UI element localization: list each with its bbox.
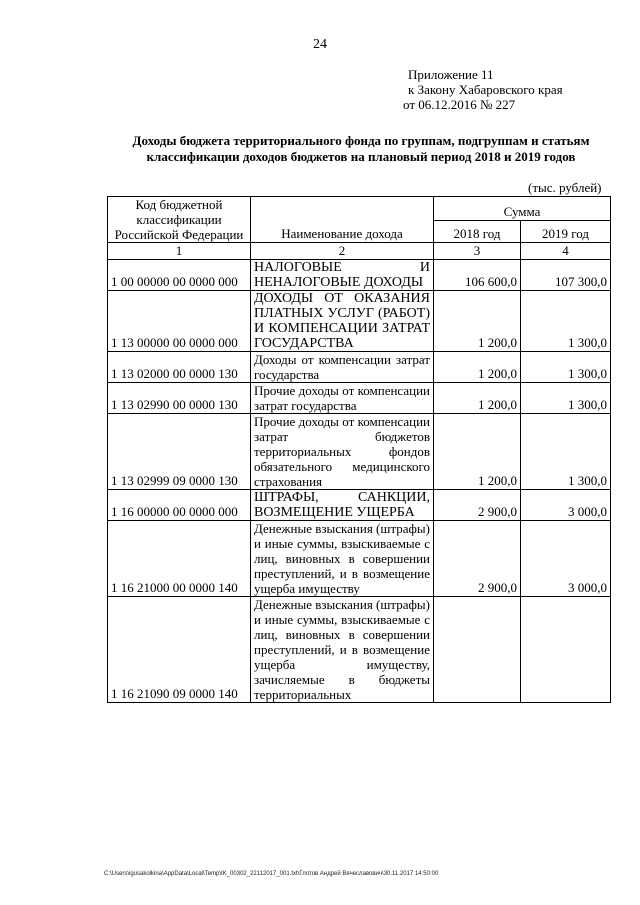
row-code: 1 13 02990 00 0000 130 xyxy=(108,383,251,414)
row-amount-2018: 1 200,0 xyxy=(434,414,521,490)
row-amount-2018: 2 900,0 xyxy=(434,521,521,597)
document-title xyxy=(98,133,624,165)
row-amount-2019: 1 300,0 xyxy=(521,383,611,414)
column-number: 4 xyxy=(521,243,611,260)
header-code: Код бюджетной классификации Российской Федерации xyxy=(108,197,251,243)
row-amount-2019: 1 300,0 xyxy=(521,352,611,383)
table-row xyxy=(108,260,611,291)
table-row xyxy=(108,414,611,490)
row-amount-2018: 2 900,0 xyxy=(434,490,521,521)
row-name: Доходы от компенсации затрат государства xyxy=(251,352,434,383)
title-line-2: классификации доходов бюджетов на плановый период 2018 и 2019 годов xyxy=(146,149,576,164)
row-code: 1 13 02999 09 0000 130 xyxy=(108,414,251,490)
table-row xyxy=(108,383,611,414)
row-amount-2018: 1 200,0 xyxy=(434,352,521,383)
income-table xyxy=(107,196,611,703)
row-name: ШТРАФЫ, САНКЦИИ, ВОЗМЕЩЕНИЕ УЩЕРБА xyxy=(251,490,434,521)
table-row xyxy=(108,521,611,597)
row-name: Прочие доходы от компенсации затрат государства xyxy=(251,383,434,414)
row-amount-2018: 106 600,0 xyxy=(434,260,521,291)
row-amount-2019: 1 300,0 xyxy=(521,414,611,490)
row-amount-2018: 1 200,0 xyxy=(434,291,521,352)
table-row xyxy=(108,352,611,383)
row-amount-2019: 3 000,0 xyxy=(521,521,611,597)
title-line-1: Доходы бюджета территориального фонда по группам, подгруппам и статьям xyxy=(132,133,590,148)
header-sum: Сумма xyxy=(434,197,611,221)
header-year-2018: 2018 год xyxy=(434,220,521,242)
column-number: 2 xyxy=(251,243,434,260)
row-amount-2019: 1 300,0 xyxy=(521,291,611,352)
row-code: 1 16 00000 00 0000 000 xyxy=(108,490,251,521)
row-code: 1 13 02000 00 0000 130 xyxy=(108,352,251,383)
row-code: 1 16 21090 09 0000 140 xyxy=(108,597,251,703)
appendix-line-1: Приложение 11 xyxy=(408,67,494,82)
column-number: 1 xyxy=(108,243,251,260)
header-name: Наименование дохода xyxy=(251,197,434,243)
table-row xyxy=(108,291,611,352)
header-year-2019: 2019 год xyxy=(521,220,611,242)
row-code: 1 00 00000 00 0000 000 xyxy=(108,260,251,291)
row-amount-2018: 1 200,0 xyxy=(434,383,521,414)
table-row xyxy=(108,597,611,703)
column-number-row xyxy=(108,243,611,260)
appendix-line-2: к Закону Хабаровского края xyxy=(408,82,563,97)
appendix-line-3: от 06.12.2016 № 227 xyxy=(403,97,516,112)
appendix-reference xyxy=(403,67,563,112)
row-amount-2019: 107 300,0 xyxy=(521,260,611,291)
row-code: 1 13 00000 00 0000 000 xyxy=(108,291,251,352)
row-amount-2019: 3 000,0 xyxy=(521,490,611,521)
file-path-footer: C:\Users\igusakolkina\AppData\Local\Temp\IK_00302_22112017_001.txt\Глотов Андрей Вячеславович\30.11.2017 14:50:00 xyxy=(104,871,439,877)
row-code: 1 16 21000 00 0000 140 xyxy=(108,521,251,597)
row-name: ДОХОДЫ ОТ ОКАЗАНИЯ ПЛАТНЫХ УСЛУГ (РАБОТ) И КОМПЕНСАЦИИ ЗАТРАТ ГОСУДАРСТВА xyxy=(251,291,434,352)
table-row xyxy=(108,490,611,521)
units-label: (тыс. рублей) xyxy=(528,180,602,195)
row-amount-2018 xyxy=(434,597,521,703)
row-name: Денежные взыскания (штрафы) и иные суммы, взыскиваемые с лиц, виновных в совершении преступлений, и в возмещение ущерба имуществу xyxy=(251,521,434,597)
row-name: Прочие доходы от компенсации затрат бюджетов территориальных фондов обязательного медицинского страхования xyxy=(251,414,434,490)
column-number: 3 xyxy=(434,243,521,260)
page-number: 24 xyxy=(313,37,327,52)
row-name: Денежные взыскания (штрафы) и иные суммы, взыскиваемые с лиц, виновных в совершении преступлений, и в возмещение ущерба имуществу, зачисляемые в бюджеты территориальных xyxy=(251,597,434,703)
row-name: НАЛОГОВЫЕ И НЕНАЛОГОВЫЕ ДОХОДЫ xyxy=(251,260,434,291)
row-amount-2019 xyxy=(521,597,611,703)
